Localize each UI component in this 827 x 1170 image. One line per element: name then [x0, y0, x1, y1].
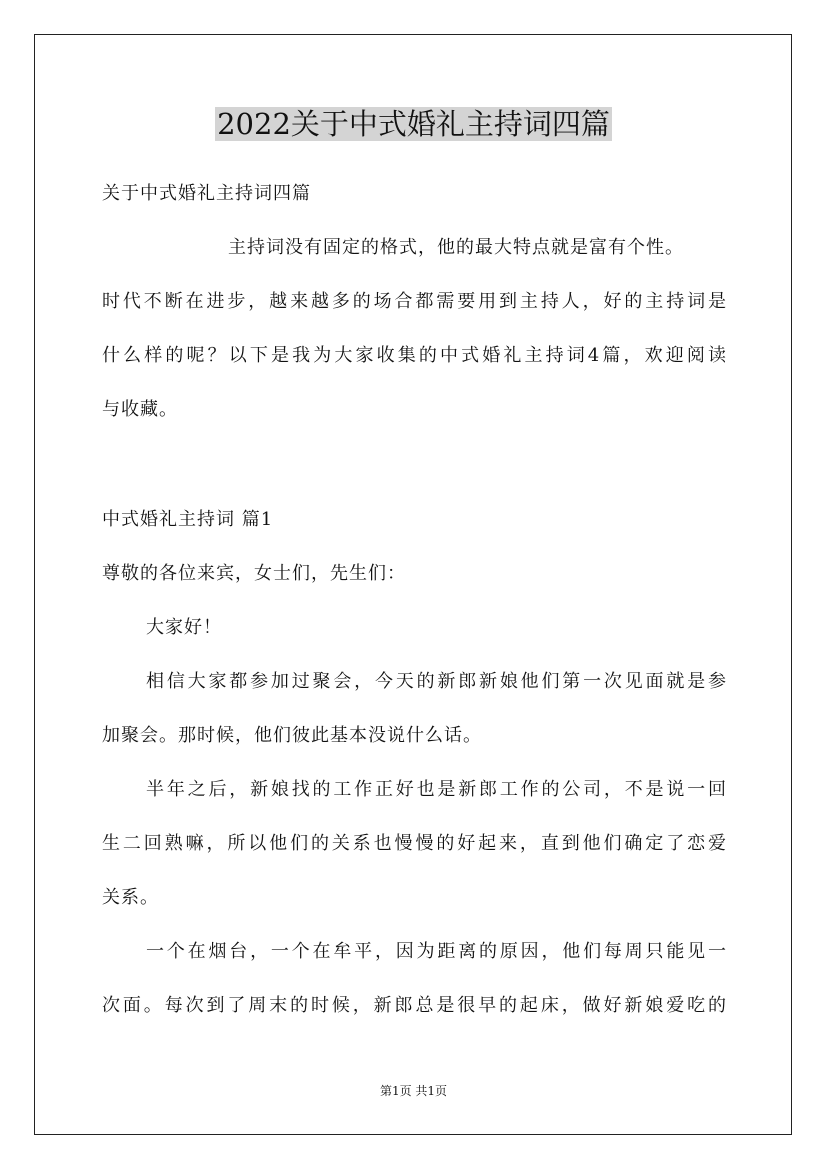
body-line-4: 加聚会。那时候，他们彼此基本没说什么话。: [102, 725, 482, 746]
document-title: 2022关于中式婚礼主持词四篇: [217, 107, 610, 141]
intro-line-3: 什么样的呢？以下是我为大家收集的中式婚礼主持词4篇，欢迎阅读: [102, 345, 726, 366]
intro-line-2: 时代不断在进步，越来越多的场合都需要用到主持人，好的主持词是: [102, 291, 726, 312]
body-line-8: 一个在烟台，一个在牟平，因为距离的原因，他们每周只能见一: [146, 941, 726, 962]
body-line-5: 半年之后，新娘找的工作正好也是新郎工作的公司，不是说一回: [146, 779, 726, 800]
section-heading: 中式婚礼主持词 篇1: [102, 509, 274, 530]
subtitle: 关于中式婚礼主持词四篇: [102, 183, 311, 204]
body-line-6: 生二回熟嘛，所以他们的关系也慢慢的好起来，直到他们确定了恋爱: [102, 833, 726, 854]
body-line-7: 关系。: [102, 887, 159, 908]
intro-line-1: 主持词没有固定的格式，他的最大特点就是富有个性。: [228, 237, 684, 258]
body-line-3: 相信大家都参加过聚会，今天的新郎新娘他们第一次见面就是参: [146, 671, 726, 692]
page-footer: 第1页 共1页: [379, 1084, 448, 1098]
greeting-line: 大家好！: [146, 617, 222, 638]
intro-line-4: 与收藏。: [102, 399, 178, 420]
salutation-line: 尊敬的各位来宾，女士们，先生们：: [102, 563, 406, 584]
body-line-9: 次面。每次到了周末的时候，新郎总是很早的起床，做好新娘爱吃的: [102, 995, 726, 1016]
